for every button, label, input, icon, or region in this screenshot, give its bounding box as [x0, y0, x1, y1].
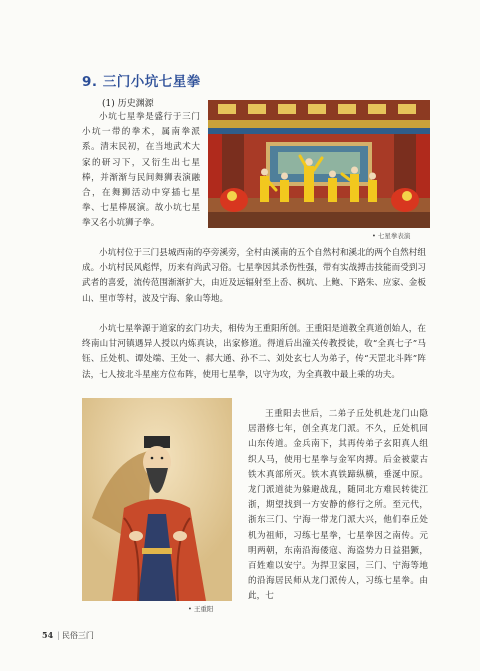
subheading: (1) 历史渊源: [102, 99, 154, 109]
photo-caption-portrait: • 王重阳: [188, 605, 214, 613]
page-footer: [42, 630, 94, 641]
section-title: 9. 三门小坑七星拳: [82, 74, 201, 90]
footer-divider: |: [57, 631, 60, 640]
paragraph-3: 小坑七星拳源于道家的玄门功夫，相传为王重阳所创。王重阳是道教全真道创始人，在终南山甘河镇遇异人授以内炼真诀，出家修道。得道后出潼关传教授徒，收“全真七子”马钰、丘处机、谭处端、王处一、郝大通、孙不二、刘处玄七人为弟子，传“天罡北斗阵”阵法，七人按北斗星座方位布阵，使用七星拳，以守为攻，为全真教中最上乘的功夫。: [82, 324, 426, 380]
qixingquan-performance-photo: [208, 100, 430, 228]
book-title: 民俗三门: [61, 631, 94, 640]
wang-chongyang-portrait: [82, 398, 232, 601]
paragraph-4: 王重阳去世后，二弟子丘处机赴龙门山隐居潜修七年，创全真龙门派。不久，丘处机回山东传道。金兵南下，其再传弟子玄阳真人组织人马，使用七星拳与金军肉搏。后金被蒙古铁木真部所灭。铁木真铁蹄纵横，垂涎中原。龙门派道徒为躲避战乱，随同北方难民转徙江浙，期望找到一方安静的修行之所。至元代，浙东三门、宁海一带龙门派大兴，他们奉丘处机为祖师，习练七星拳，七星拳因之南传。元明两朝，东南沿海倭寇、海盗势力日益猖獗，百姓难以安宁。为捍卫家园，三门、宁海等地的沿海居民师从龙门派传人，习练七星拳。由此，七: [248, 409, 428, 602]
paragraph-2: 小坑村位于三门县城西南的亭旁溪旁，全村由溪南的五个自然村和溪北的两个自然村组成。小坑村民风彪悍，历来有尚武习俗。七星拳因其杀伤性强，带有实战搏击技能而受到习武者的喜爱，流传范围渐渐扩大，由近及远辐射至上岙、枫坑、上鲍、下路朱、应家、金板山、里市等村，波及宁海、象山等地。: [82, 248, 426, 304]
paragraph-1: 小坑七星拳是盛行于三门小坑一带的拳术，属南拳派系。清末民初，在当地武术大家的研习下，又衍生出七星棒，并渐渐与民间舞狮表演融合，在舞狮活动中穿插七星拳、七星棒展演。故小坑七星拳又名小坑狮子拳。: [82, 112, 200, 229]
photo-caption-performance: • 七星拳表演: [372, 232, 411, 240]
page-number: 54: [42, 630, 54, 640]
